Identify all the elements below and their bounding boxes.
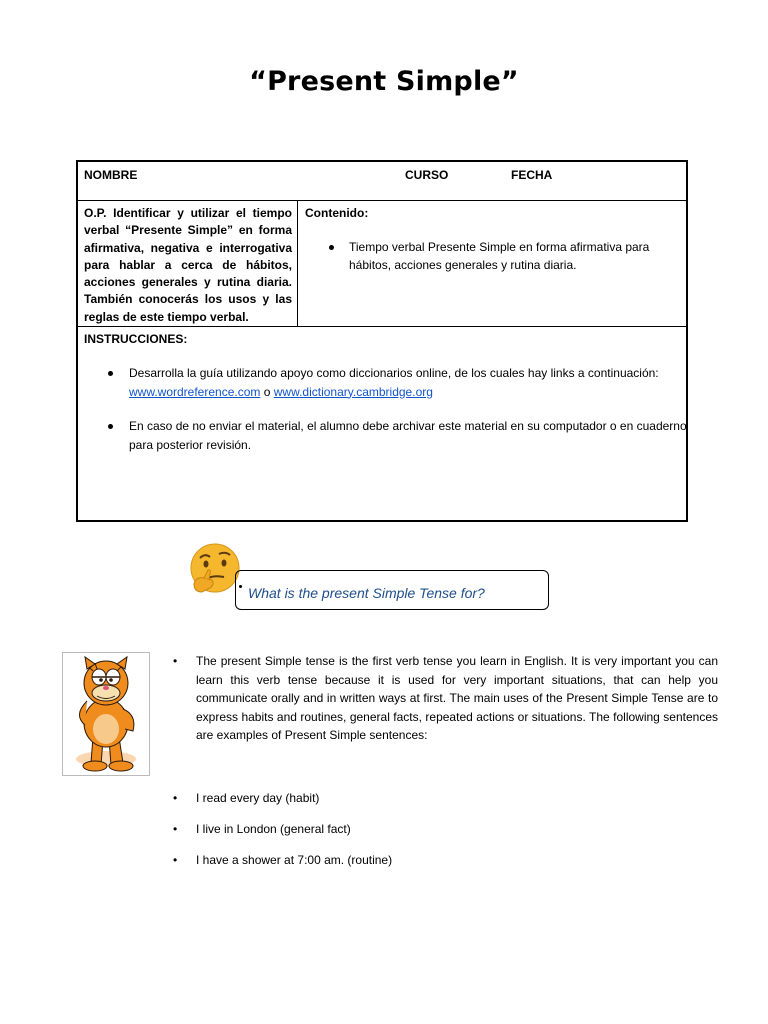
- nombre-label: NOMBRE: [84, 168, 138, 182]
- garfield-illustration: [62, 652, 150, 776]
- thinking-face-icon: [188, 542, 242, 598]
- link-separator: o: [260, 384, 274, 399]
- question-callout: [235, 570, 549, 610]
- cambridge-link[interactable]: www.dictionary.cambridge.org: [273, 384, 433, 399]
- objective-cell: [78, 200, 298, 326]
- op-line: O.P. Identificar y utilizar el tiempo: [84, 206, 292, 220]
- op-line: reglas de este tiempo verbal.: [84, 309, 249, 324]
- bullet-mark: •: [173, 654, 178, 668]
- example-item: I have a shower at 7:00 am. (routine): [196, 853, 393, 867]
- op-line: afirmativa, negativa e interrogativa: [84, 240, 292, 255]
- callout-question: What is the present Simple Tense for?: [248, 585, 485, 601]
- fecha-label: FECHA: [511, 168, 553, 182]
- objective-row: [78, 200, 686, 327]
- op-line: También conocerás los usos y las: [84, 292, 292, 307]
- op-line: verbal “Presente Simple” en forma: [84, 223, 292, 238]
- content-cell: [299, 200, 686, 326]
- op-line: para hablar a cerca de hábitos,: [84, 257, 292, 272]
- example-item: I read every day (habit): [196, 791, 320, 805]
- contenido-item: Tiempo verbal Presente Simple en forma afirmativa para hábitos, acciones generales y rutina diaria.: [349, 240, 650, 272]
- instruction-item-2: En caso de no enviar el material, el alumno debe archivar este material en su computador o en cuaderno para posterior revisión.: [129, 419, 687, 452]
- bullet-dot: [239, 585, 242, 588]
- instructions-row: [78, 327, 686, 520]
- bullet-dot: [108, 371, 113, 376]
- instrucciones-label: INSTRUCCIONES:: [84, 332, 188, 346]
- instruction-item-1: [129, 364, 689, 401]
- bullet-mark: •: [173, 822, 178, 836]
- info-table: [76, 160, 688, 522]
- page-title: “Present Simple”: [249, 66, 519, 97]
- bullet-mark: •: [173, 853, 178, 867]
- instruction-text: Desarrolla la guía utilizando apoyo como diccionarios online, de los cuales hay links a continuación:: [129, 366, 659, 380]
- wordreference-link[interactable]: www.wordreference.com: [129, 384, 261, 399]
- example-item: I live in London (general fact): [196, 822, 351, 836]
- header-row: [78, 162, 686, 201]
- op-line: acciones generales y rutina diaria.: [84, 275, 292, 290]
- curso-label: CURSO: [405, 168, 449, 182]
- bullet-dot: [108, 424, 113, 429]
- bullet-mark: •: [173, 791, 178, 805]
- explanation-paragraph: The present Simple tense is the first verb tense you learn in English. It is very important you can learn this verb tense because it is used for very important situations, that can help you communicate orally and in written ways at first. The main uses of the Present Simple Tense are to express habits and routines, general facts, repeated actions or situations. The following sentences are examples of Present Simple sentences:: [196, 654, 718, 742]
- contenido-label: Contenido:: [305, 206, 369, 220]
- bullet-dot: [329, 245, 334, 250]
